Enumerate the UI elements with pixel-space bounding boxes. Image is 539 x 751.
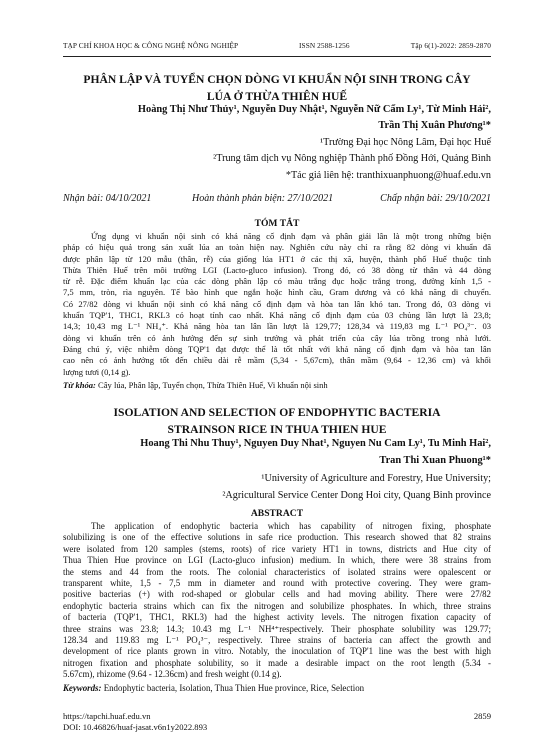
en-authors-cont: Tran Thi Xuan Phuong¹*: [379, 455, 491, 466]
revised-date: Hoàn thành phản biện: 27/10/2021: [192, 193, 334, 204]
abstract-line: 7,5 mm, tròn, rìa nguyên. Tế bào hình que ngắn hoặc hình cầu, Gram dương và có khả năng di chuyển.: [63, 287, 491, 298]
en-title-line: ISOLATION AND SELECTION OF ENDOPHYTIC BACTERIA: [113, 406, 441, 419]
accepted-date: Chấp nhận bài: 29/10/2021: [380, 193, 491, 204]
running-header: [63, 41, 491, 55]
vi-affiliation-1: ¹Trường Đại học Nông Lâm, Đại học Huế: [320, 137, 491, 148]
en-title-line: STRAINSON RICE IN THUA THIEN HUE: [167, 423, 387, 436]
abstract-line: từ rễ. Đặc điểm khuẩn lạc của các dòng phân lập có màu trắng đục hoặc trắng trong, đường kính 1,5 -: [63, 276, 491, 287]
corresponding-author: *Tác giả liên hệ: tranthixuanphuong@huaf.edu.vn: [285, 170, 491, 181]
abstract-line: positive bacterias (+) with rod-shaped or globular cells and had moving ability. There were 27/82: [63, 589, 491, 600]
abstract-line: Thừa Thiên Huế trên môi trường LGI (Lacto-gluco infusion). Trong đó, có 38 dòng từ thân và 44 dòng: [63, 264, 491, 275]
abstract-line: the stems and 44 from the roots. The colonial characteristics of isolated strains were opalescent or: [63, 566, 491, 577]
en-authors: Hoang Thi Nhu Thuy¹, Nguyen Duy Nhat¹, Nguyen Nu Cam Ly¹, Tu Minh Hai²,: [140, 438, 491, 449]
abstract-line: 14,3; 10,43 mg L⁻¹ NH₄⁺. Khả năng hòa tan lân lần lượt là 129,77; 128,34 và 119,83 mg L⁻¹ PO₄³⁻. 03: [63, 321, 491, 332]
abstract-line: 128.34 and 119.83 mg L⁻¹ PO₄³⁻, respectively. Three strains of bacteria can affect the growth and: [63, 635, 491, 646]
article-dates: [63, 193, 491, 207]
abstract-line: được phân lập từ 120 mẫu (thân, rễ) của giống lúa HT1 ở các thị xã, huyện, thành phố Huế thuộc tỉnh: [63, 253, 491, 264]
received-date: Nhận bài: 04/10/2021: [63, 193, 152, 204]
page-number: 2859: [473, 711, 491, 721]
en-abstract-heading: ABSTRACT: [250, 508, 304, 519]
abstract-line: khuẩn TQP'1, THC1, RKL3 có hoạt tính cao nhất. Khả năng cố định đạm của 03 chủng lần lượt là 23,8;: [63, 310, 491, 321]
abstract-line: Ứng dụng vi khuẩn nội sinh có khả năng cố định đạm và phân giải lân là một trong những biện: [91, 231, 491, 241]
abstract-line: of bacteria (TQP'1, THC1, RKL3) had the highest activity levels. The nitrogen fixation capacity of: [63, 612, 491, 623]
header-rule: [63, 56, 491, 57]
vi-title: [63, 71, 491, 105]
en-keywords-text: Endophytic bacteria, Isolation, Thua Thien Hue province, Rice, Selection: [101, 683, 365, 693]
vi-title-line: LÚA Ở THỪA THIÊN HUẾ: [206, 90, 348, 103]
en-abstract: [63, 521, 491, 681]
abstract-line: cao nên có ảnh hưởng tốt đến chiều dài rễ mầm (5,34 - 5,67cm), thân mầm (9,64 - 12,36 cm) và khối: [63, 355, 491, 366]
abstract-line: dòng vi khuẩn trên có ảnh hưởng đến sự sinh trưởng và phát triển của cây lúa trồng trong nhà lưới.: [63, 332, 491, 343]
abstract-line: three strains was 23.8; 14.3; 10.43 mg L⁻¹ NH⁴⁺respectively. Their phosphate solubility was 129.77;: [63, 623, 491, 634]
abstract-line: development of rice plants grown in vitro. Notably, the inoculation of TQP'1 line was the best with high: [63, 646, 491, 657]
abstract-line: endophytic bacteria strains which can fix the nitrogen and solubilize phosphates. In which, three strains: [63, 600, 491, 611]
abstract-line: solubilizing is one of the effective solutions in safe rice production. This research showed that 82 strains: [63, 532, 491, 543]
en-title: [63, 404, 491, 438]
abstract-line: Đáng chú ý, việc nhiễm dòng TQP'1 đạt được thể là tốt nhất với khả năng cố định đạm và hòa tan lân: [63, 343, 491, 354]
en-keywords-label: Keywords:: [63, 683, 102, 693]
en-affiliation-1: ¹University of Agriculture and Forestry, Hue University;: [261, 473, 491, 484]
vi-authors: Hoàng Thị Như Thủy¹, Nguyễn Duy Nhật¹, Nguyễn Nữ Cẩm Ly¹, Từ Minh Hải²,: [137, 104, 491, 115]
vi-keywords-text: Cây lúa, Phân lập, Tuyển chọn, Thừa Thiên Huế, Vi khuẩn nội sinh: [95, 380, 328, 390]
journal-url: https://tapchi.huaf.edu.vn: [63, 711, 151, 721]
issn: ISSN 2588-1256: [299, 41, 350, 50]
abstract-line: Có 27/82 dòng vi khuẩn nội sinh có khả năng cố định đạm và hòa tan lân khó tan. Trong đó, 03 dòng vi: [63, 298, 491, 309]
journal-name: TẠP CHÍ KHOA HỌC & CÔNG NGHỆ NÔNG NGHIỆP: [63, 41, 239, 50]
vi-keywords: [63, 380, 491, 391]
vi-authors-cont: Trần Thị Xuân Phương¹*: [378, 120, 491, 131]
vi-abstract: [63, 231, 491, 378]
doi: DOI: 10.46826/huaf-jasat.v6n1y2022.893: [63, 722, 208, 732]
abstract-line: were isolated from 120 samples (stems, roots) of rice variety HT1 in towns, districts and Hue city of: [63, 543, 491, 554]
abstract-line: 5.67cm), rhizome (9.64 - 12.36cm) and fresh weight (0.14 g).: [63, 669, 282, 680]
vi-title-line: PHÂN LẬP VÀ TUYỂN CHỌN DÒNG VI KHUẨN NỘI SINH TRONG CÂY: [83, 73, 471, 86]
en-affiliation-2: ²Agricultural Service Center Dong Hoi city, Quang Binh province: [222, 490, 491, 501]
abstract-line: Thua Thien Hue province on LGI (Lacto-gluco infusion) medium. In which, there were 38 strains from: [63, 555, 491, 566]
volume-pages: Tập 6(1)-2022: 2859-2870: [410, 41, 491, 50]
vi-keywords-label: Từ khóa:: [63, 380, 96, 390]
vi-affiliation-2: ²Trung tâm dịch vụ Nông nghiệp Thành phố Đồng Hới, Quảng Bình: [213, 153, 491, 164]
abstract-line: pháp có hiệu quả trong sản xuất lúa an toàn hiện nay. Nghiên cứu này chỉ ra rằng 82 dòng vi khuẩn đã: [63, 242, 491, 253]
vi-abstract-heading: TÓM TẮT: [254, 218, 300, 229]
abstract-line: transparent white, 1,5 - 7,5 mm in diameter and round with protective covering. They were gram-: [63, 578, 491, 589]
abstract-line: lượng tươi (0,14 g).: [63, 366, 131, 377]
abstract-line: nitrogen fixation and phosphate solubility, so it made a desirable impact on the root length (5.34 -: [63, 657, 491, 668]
abstract-line: The application of endophytic bacteria which has capability of nitrogen fixing, phosphate: [91, 521, 491, 531]
en-keywords: [63, 683, 491, 694]
